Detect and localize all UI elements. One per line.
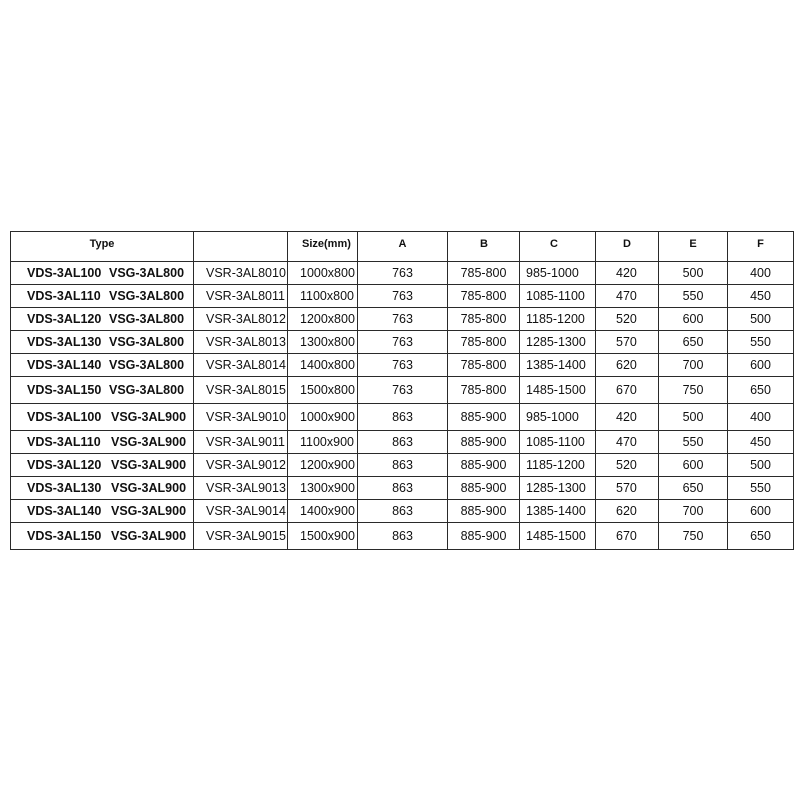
cell-f: 450 — [728, 431, 794, 454]
cell-d: 620 — [596, 500, 659, 523]
cell-e: 700 — [659, 500, 728, 523]
cell-c: 985-1000 — [520, 262, 596, 285]
cell-c: 1385-1400 — [520, 500, 596, 523]
cell-d: 670 — [596, 377, 659, 404]
cell-b: 885-900 — [448, 500, 520, 523]
cell-c: 1485-1500 — [520, 377, 596, 404]
table-row — [11, 262, 794, 285]
cell-b: 785-800 — [448, 331, 520, 354]
cell-vsr: VSR-3AL8012 — [194, 308, 288, 331]
cell-d: 620 — [596, 354, 659, 377]
table-row — [11, 523, 794, 550]
cell-e: 550 — [659, 431, 728, 454]
header-row — [11, 232, 794, 262]
cell-vsr: VSR-3AL8010 — [194, 262, 288, 285]
cell-type — [11, 500, 194, 523]
cell-d: 570 — [596, 331, 659, 354]
header-c: C — [520, 232, 596, 262]
header-vsr — [194, 232, 288, 262]
cell-type — [11, 308, 194, 331]
cell-e: 500 — [659, 262, 728, 285]
cell-vsr: VSR-3AL9010 — [194, 404, 288, 431]
table-row — [11, 431, 794, 454]
table-row — [11, 308, 794, 331]
cell-b: 785-800 — [448, 308, 520, 331]
cell-a: 763 — [358, 354, 448, 377]
table-row — [11, 331, 794, 354]
header-f: F — [728, 232, 794, 262]
cell-vsr: VSR-3AL9015 — [194, 523, 288, 550]
type-vsg: VSG-3AL800 — [109, 312, 185, 326]
type-vsg: VSG-3AL900 — [111, 435, 187, 449]
cell-e: 650 — [659, 331, 728, 354]
cell-type — [11, 377, 194, 404]
cell-c: 1185-1200 — [520, 308, 596, 331]
cell-a: 763 — [358, 377, 448, 404]
cell-c: 1085-1100 — [520, 285, 596, 308]
table-row — [11, 377, 794, 404]
type-vsg: VSG-3AL800 — [109, 335, 185, 349]
cell-d: 520 — [596, 454, 659, 477]
cell-vsr: VSR-3AL8011 — [194, 285, 288, 308]
cell-vsr: VSR-3AL9013 — [194, 477, 288, 500]
cell-size: 1100x800 — [288, 285, 358, 308]
cell-f: 550 — [728, 477, 794, 500]
type-vds: VDS-3AL130 — [27, 335, 102, 349]
header-type: Type — [11, 232, 194, 262]
type-vsg: VSG-3AL900 — [111, 410, 187, 424]
cell-type — [11, 477, 194, 500]
cell-a: 863 — [358, 523, 448, 550]
cell-b: 885-900 — [448, 404, 520, 431]
cell-vsr: VSR-3AL9011 — [194, 431, 288, 454]
type-vds: VDS-3AL140 — [27, 504, 102, 518]
cell-f: 450 — [728, 285, 794, 308]
cell-type — [11, 431, 194, 454]
cell-d: 670 — [596, 523, 659, 550]
cell-e: 550 — [659, 285, 728, 308]
table-row — [11, 477, 794, 500]
cell-vsr: VSR-3AL9012 — [194, 454, 288, 477]
cell-c: 1485-1500 — [520, 523, 596, 550]
cell-d: 420 — [596, 404, 659, 431]
cell-type — [11, 404, 194, 431]
cell-a: 863 — [358, 477, 448, 500]
cell-f: 550 — [728, 331, 794, 354]
cell-a: 863 — [358, 404, 448, 431]
cell-b: 885-900 — [448, 431, 520, 454]
header-d: D — [596, 232, 659, 262]
cell-e: 650 — [659, 477, 728, 500]
cell-f: 400 — [728, 404, 794, 431]
cell-b: 885-900 — [448, 454, 520, 477]
cell-b: 785-800 — [448, 354, 520, 377]
table-row — [11, 354, 794, 377]
spec-table — [10, 231, 794, 550]
type-vds: VDS-3AL120 — [27, 458, 102, 472]
cell-f: 500 — [728, 308, 794, 331]
cell-type — [11, 285, 194, 308]
cell-c: 1185-1200 — [520, 454, 596, 477]
cell-a: 763 — [358, 308, 448, 331]
cell-f: 600 — [728, 500, 794, 523]
cell-size: 1500x900 — [288, 523, 358, 550]
cell-f: 600 — [728, 354, 794, 377]
cell-b: 785-800 — [448, 262, 520, 285]
cell-d: 570 — [596, 477, 659, 500]
cell-type — [11, 262, 194, 285]
type-vsg: VSG-3AL800 — [109, 266, 185, 280]
cell-size: 1300x900 — [288, 477, 358, 500]
cell-f: 500 — [728, 454, 794, 477]
type-vds: VDS-3AL130 — [27, 481, 102, 495]
header-b: B — [448, 232, 520, 262]
cell-size: 1200x800 — [288, 308, 358, 331]
spec-table-body — [11, 262, 794, 550]
cell-a: 763 — [358, 331, 448, 354]
type-vsg: VSG-3AL800 — [109, 383, 185, 397]
cell-e: 600 — [659, 454, 728, 477]
cell-d: 420 — [596, 262, 659, 285]
type-vds: VDS-3AL100 — [27, 410, 102, 424]
type-vsg: VSG-3AL900 — [111, 458, 187, 472]
table-row — [11, 500, 794, 523]
type-vds: VDS-3AL110 — [27, 289, 101, 303]
cell-size: 1300x800 — [288, 331, 358, 354]
cell-size: 1000x800 — [288, 262, 358, 285]
cell-b: 885-900 — [448, 523, 520, 550]
cell-type — [11, 354, 194, 377]
cell-f: 400 — [728, 262, 794, 285]
cell-a: 863 — [358, 454, 448, 477]
cell-vsr: VSR-3AL8014 — [194, 354, 288, 377]
cell-size: 1200x900 — [288, 454, 358, 477]
type-vds: VDS-3AL150 — [27, 529, 102, 543]
cell-a: 763 — [358, 262, 448, 285]
cell-size: 1100x900 — [288, 431, 358, 454]
cell-d: 470 — [596, 285, 659, 308]
type-vds: VDS-3AL120 — [27, 312, 102, 326]
cell-b: 785-800 — [448, 285, 520, 308]
cell-size: 1400x800 — [288, 354, 358, 377]
cell-b: 885-900 — [448, 477, 520, 500]
cell-e: 750 — [659, 523, 728, 550]
table-row — [11, 404, 794, 431]
type-vds: VDS-3AL110 — [27, 435, 101, 449]
cell-type — [11, 331, 194, 354]
cell-vsr: VSR-3AL9014 — [194, 500, 288, 523]
cell-e: 600 — [659, 308, 728, 331]
type-vds: VDS-3AL140 — [27, 358, 102, 372]
table-row — [11, 285, 794, 308]
header-size: Size(mm) — [288, 232, 358, 262]
cell-f: 650 — [728, 523, 794, 550]
cell-a: 763 — [358, 285, 448, 308]
cell-c: 1285-1300 — [520, 477, 596, 500]
cell-c: 1085-1100 — [520, 431, 596, 454]
type-vds: VDS-3AL150 — [27, 383, 102, 397]
table-row — [11, 454, 794, 477]
type-vsg: VSG-3AL900 — [111, 504, 187, 518]
cell-size: 1400x900 — [288, 500, 358, 523]
type-vsg: VSG-3AL900 — [111, 481, 187, 495]
type-vsg: VSG-3AL800 — [109, 289, 185, 303]
header-a: A — [358, 232, 448, 262]
cell-e: 700 — [659, 354, 728, 377]
header-e: E — [659, 232, 728, 262]
cell-c: 1285-1300 — [520, 331, 596, 354]
cell-b: 785-800 — [448, 377, 520, 404]
cell-d: 520 — [596, 308, 659, 331]
cell-e: 750 — [659, 377, 728, 404]
type-vsg: VSG-3AL900 — [111, 529, 187, 543]
type-vsg: VSG-3AL800 — [109, 358, 185, 372]
cell-size: 1000x900 — [288, 404, 358, 431]
cell-a: 863 — [358, 500, 448, 523]
cell-type — [11, 454, 194, 477]
cell-e: 500 — [659, 404, 728, 431]
cell-type — [11, 523, 194, 550]
cell-vsr: VSR-3AL8013 — [194, 331, 288, 354]
cell-c: 1385-1400 — [520, 354, 596, 377]
cell-vsr: VSR-3AL8015 — [194, 377, 288, 404]
cell-d: 470 — [596, 431, 659, 454]
cell-f: 650 — [728, 377, 794, 404]
cell-a: 863 — [358, 431, 448, 454]
type-vds: VDS-3AL100 — [27, 266, 102, 280]
cell-size: 1500x800 — [288, 377, 358, 404]
cell-c: 985-1000 — [520, 404, 596, 431]
